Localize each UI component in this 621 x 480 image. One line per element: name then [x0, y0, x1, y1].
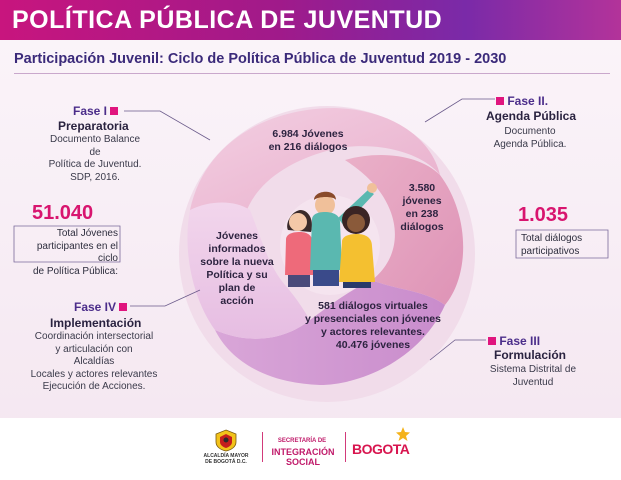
stat-right-value: 1.035 — [518, 204, 569, 226]
footer-divider-2 — [345, 432, 346, 462]
cycle-top-number2: 216 — [283, 141, 302, 153]
fase3-label: Fase III — [499, 334, 541, 348]
cycle-top-line2: diálogos — [304, 141, 348, 153]
fase2-label: Fase II. — [507, 94, 549, 108]
cycle-right-en: en — [405, 208, 418, 220]
fase1-header — [73, 104, 118, 118]
cycle-bottom-line1: 581 diálogos virtuales — [318, 300, 428, 312]
fase1-name: Preparatoria — [58, 119, 129, 133]
stat-right-desc-line: participativos — [521, 245, 580, 257]
fase2-description — [480, 126, 580, 151]
cycle-top-en: en — [268, 141, 281, 153]
stat-left-value: 51.040 — [32, 202, 94, 224]
fase4-desc-line: Ejecución de Acciones. — [42, 381, 146, 392]
secretaria-label: SECRETARÍA DE — [277, 438, 327, 444]
cycle-right-number: 3.580 — [408, 182, 436, 194]
fase3-desc-line: Sistema Distrital de — [489, 364, 577, 375]
stat-left-desc-line: Total Jóvenes — [56, 228, 118, 239]
cycle-left-text — [193, 230, 281, 308]
alcaldia-line: ALCALDÍA MAYOR — [203, 453, 249, 459]
integracion-social-label: INTEGRACIÓN SOCIAL — [271, 447, 335, 467]
cycle-right-line4: diálogos — [400, 221, 444, 233]
cycle-right-text — [386, 182, 458, 234]
stat-left-desc-line: participantes en el ciclo — [36, 240, 118, 264]
cycle-bottom-line3: y actores relevantes. — [321, 326, 425, 338]
fase2-desc-line: Documento — [504, 126, 556, 137]
fase1-desc-line: Documento Balance de — [49, 134, 141, 158]
fase1-description — [44, 134, 146, 184]
cycle-right-number2: 238 — [420, 208, 439, 220]
stat-left-description — [18, 228, 118, 278]
fase4-header — [74, 300, 127, 314]
fase4-desc-line: y articulación con — [55, 343, 133, 355]
fase1-square-icon — [110, 107, 118, 115]
stat-left-desc-line: de Política Pública: — [32, 265, 118, 277]
cycle-top-line1: Jóvenes — [301, 128, 344, 140]
fase2-square-icon — [496, 97, 504, 105]
fase3-square-icon — [488, 337, 496, 345]
stat-right-description — [521, 233, 605, 258]
cycle-bottom-line2: y presenciales con jóvenes — [305, 313, 441, 325]
fase4-label: Fase IV — [74, 300, 117, 314]
cycle-left-line: Política y su — [206, 269, 268, 281]
cycle-left-line: acción — [220, 295, 254, 307]
cycle-top-text — [248, 128, 368, 154]
stat-right-desc-line: Total diálogos — [521, 233, 583, 244]
fase4-desc-line: Locales y actores relevantes — [30, 368, 158, 380]
alcaldia-crest-icon — [208, 428, 244, 452]
connector-fase2 — [425, 99, 495, 122]
bogota-logo-text: BOGOTA — [352, 441, 410, 457]
cycle-left-line: Jóvenes — [215, 230, 259, 242]
fase4-square-icon — [119, 303, 127, 311]
cycle-top-number: 6.984 — [272, 128, 299, 140]
fase3-header — [488, 334, 540, 348]
fase2-desc-line: Agenda Pública. — [493, 138, 567, 150]
cycle-bottom-text — [298, 300, 448, 352]
fase1-desc-line: Política de Juventud. — [48, 159, 142, 170]
page-title: POLÍTICA PÚBLICA DE JUVENTUD — [12, 6, 443, 34]
fase3-description — [478, 364, 588, 389]
fase1-label: Fase I — [73, 104, 108, 118]
cycle-left-line: sobre la nueva — [200, 256, 274, 268]
cycle-left-line: plan de — [218, 282, 256, 294]
cycle-bottom-line4: 40.476 jóvenes — [335, 339, 411, 351]
fase3-name: Formulación — [494, 348, 567, 362]
cycle-right-line2: jóvenes — [402, 195, 442, 207]
cycle-left-line: informados — [208, 243, 266, 255]
fase2-header — [496, 94, 548, 108]
fase4-description — [30, 331, 158, 394]
star-icon — [395, 426, 411, 442]
fase4-desc-line: Alcaldías — [73, 356, 115, 367]
fase3-desc-line: Juventud — [512, 376, 554, 388]
fase1-desc-line: SDP, 2016. — [70, 171, 120, 183]
alcaldia-line: DE BOGOTÁ D.C. — [205, 459, 247, 465]
fase2-name: Agenda Pública — [486, 109, 577, 123]
alcaldia-text — [196, 453, 256, 465]
page-subtitle: Participación Juvenil: Ciclo de Política Pública de Juventud 2019 - 2030 — [14, 51, 507, 67]
fase4-desc-line: Coordinación intersectorial — [34, 331, 154, 342]
fase4-name: Implementación — [50, 316, 142, 330]
